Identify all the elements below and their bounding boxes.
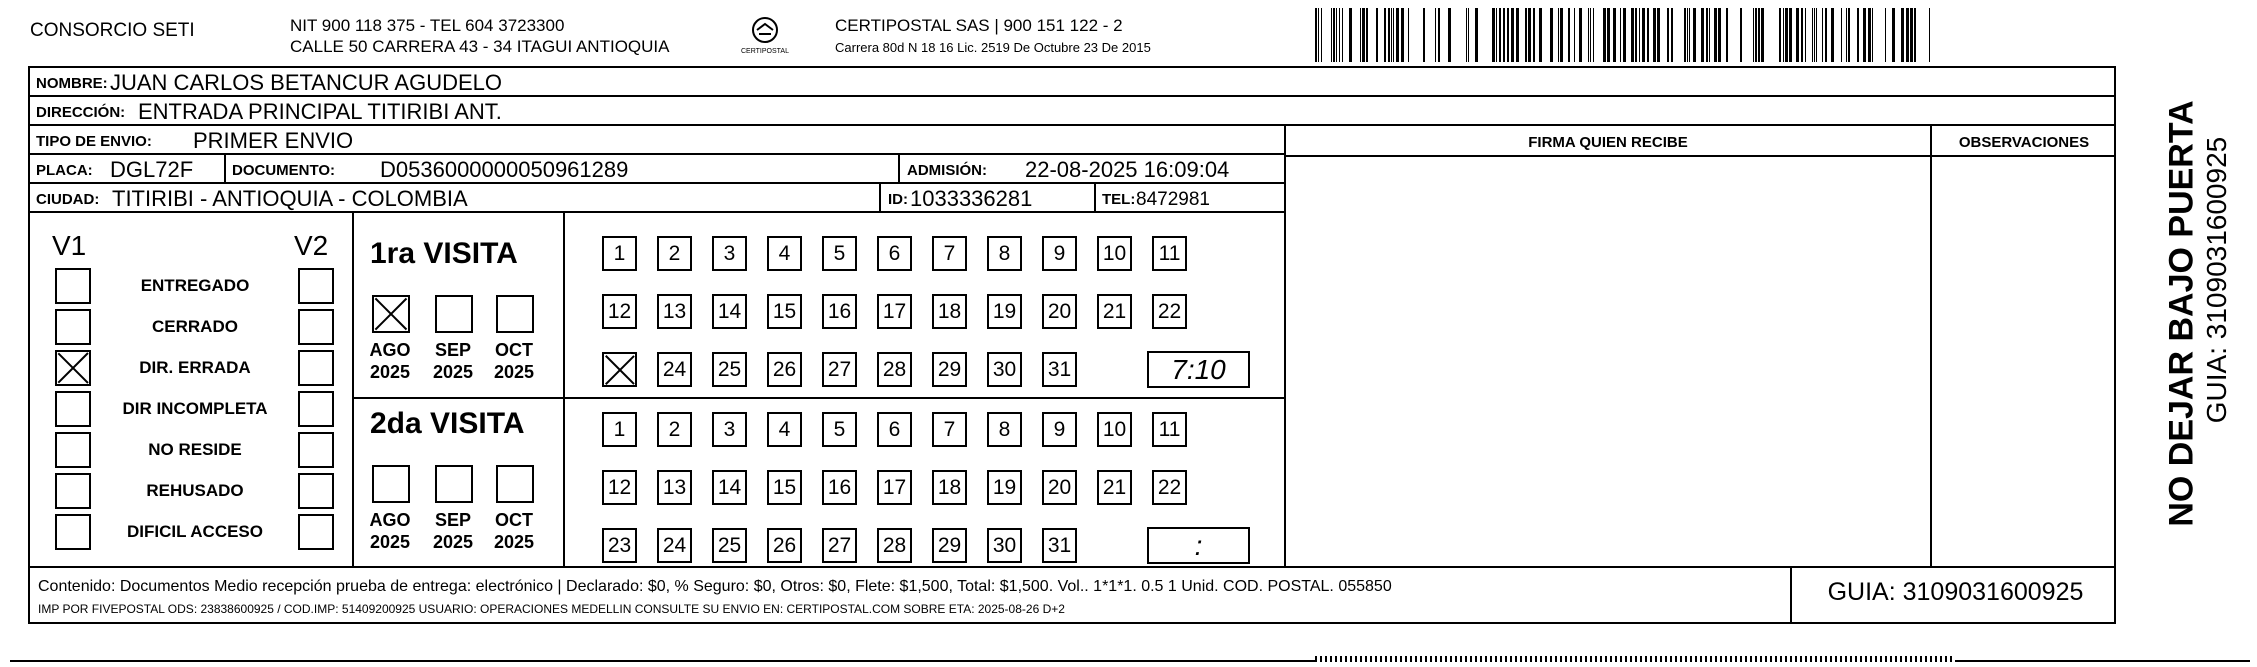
- visit2-day-box[interactable]: 12: [602, 470, 637, 505]
- visit1-day-box[interactable]: 16: [822, 294, 857, 329]
- ciudad-value: TITIRIBI - ANTIOQUIA - COLOMBIA: [112, 186, 468, 211]
- visit2-day-box[interactable]: 2: [657, 412, 692, 447]
- visit1-day-box[interactable]: 18: [932, 294, 967, 329]
- visit1-month-checkbox[interactable]: [496, 295, 534, 333]
- visit2-day-box[interactable]: 3: [712, 412, 747, 447]
- visit2-month-checkbox[interactable]: [372, 465, 410, 503]
- month-year: 2025: [432, 532, 474, 552]
- divider: [1094, 184, 1096, 211]
- visit2-day-box[interactable]: 23: [602, 528, 637, 563]
- observaciones-label: OBSERVACIONES: [1958, 134, 2090, 151]
- visit1-day-box[interactable]: 20: [1042, 294, 1077, 329]
- visit2-day-box[interactable]: 11: [1152, 412, 1187, 447]
- v1-status-checkbox[interactable]: [55, 473, 91, 509]
- month-name: AGO: [369, 340, 411, 360]
- v2-status-checkbox[interactable]: [298, 514, 334, 550]
- v2-status-checkbox[interactable]: [298, 432, 334, 468]
- month-name: OCT: [495, 510, 533, 530]
- visit2-day-box[interactable]: 5: [822, 412, 857, 447]
- month-year: 2025: [369, 362, 411, 382]
- visit1-month-label: [484, 339, 544, 383]
- documento-label: DOCUMENTO:: [232, 162, 336, 179]
- visit1-month-checkbox[interactable]: [435, 295, 473, 333]
- visit1-day-box[interactable]: 15: [767, 294, 802, 329]
- company-name: CONSORCIO SETI: [30, 20, 195, 41]
- v1-status-checkbox[interactable]: [55, 391, 91, 427]
- certipostal-line: CERTIPOSTAL SAS | 900 151 122 - 2: [835, 16, 1123, 35]
- status-label: NO RESIDE: [148, 440, 242, 459]
- visit1-day-box[interactable]: 3: [712, 236, 747, 271]
- side-guia: GUIA: 3109031600925: [2201, 136, 2232, 424]
- month-name: OCT: [495, 340, 533, 360]
- visit1-day-box[interactable]: 30: [987, 352, 1022, 387]
- visit1-day-box[interactable]: 31: [1042, 352, 1077, 387]
- visit2-day-box[interactable]: 9: [1042, 412, 1077, 447]
- firma-column: [1284, 126, 1286, 566]
- tipo-envio-label: TIPO DE ENVIO:: [36, 133, 152, 150]
- footer-separator: [28, 566, 2116, 568]
- visit1-day-box[interactable]: 10: [1097, 236, 1132, 271]
- visit1-day-box[interactable]: 12: [602, 294, 637, 329]
- visit2-day-box[interactable]: 25: [712, 528, 747, 563]
- visit2-day-box[interactable]: 8: [987, 412, 1022, 447]
- visit2-day-box[interactable]: 24: [657, 528, 692, 563]
- visit1-day-box[interactable]: 21: [1097, 294, 1132, 329]
- certipostal-logo: [738, 14, 792, 60]
- month-name: SEP: [434, 340, 472, 360]
- status-label: DIR. ERRADA: [139, 358, 251, 377]
- nombre-label: NOMBRE:: [36, 75, 108, 92]
- placa-row: [30, 155, 1285, 184]
- visit1-day-box[interactable]: 9: [1042, 236, 1077, 271]
- barcode: [1315, 8, 1935, 62]
- visit1-day-box[interactable]: 26: [767, 352, 802, 387]
- visit2-day-box[interactable]: 13: [657, 470, 692, 505]
- visits-section-divider: [563, 213, 565, 566]
- v1-status-checkbox[interactable]: [55, 350, 91, 386]
- address-line: CALLE 50 CARRERA 43 - 34 ITAGUI ANTIOQUIA: [290, 37, 670, 56]
- v2-status-checkbox[interactable]: [298, 309, 334, 345]
- visit2-day-box[interactable]: 29: [932, 528, 967, 563]
- visit1-day-box[interactable]: 7: [932, 236, 967, 271]
- visit1-day-box[interactable]: 11: [1152, 236, 1187, 271]
- visit2-day-box[interactable]: 17: [877, 470, 912, 505]
- visit2-month-checkbox[interactable]: [496, 465, 534, 503]
- visit2-day-box[interactable]: 21: [1097, 470, 1132, 505]
- direccion-value: ENTRADA PRINCIPAL TITIRIBI ANT.: [138, 99, 502, 124]
- nombre-value: JUAN CARLOS BETANCUR AGUDELO: [110, 70, 503, 95]
- visit1-day-box[interactable]: 28: [877, 352, 912, 387]
- visit1-day-box[interactable]: 17: [877, 294, 912, 329]
- direccion-label: DIRECCIÓN:: [36, 104, 126, 121]
- visit1-day-box[interactable]: 8: [987, 236, 1022, 271]
- visit2-day-box[interactable]: 16: [822, 470, 857, 505]
- status-label: REHUSADO: [146, 481, 244, 500]
- visit2-month-label: [423, 509, 483, 553]
- visit1-month-checkbox[interactable]: [372, 295, 410, 333]
- tel-value: 8472981: [1136, 189, 1210, 210]
- v2-status-checkbox[interactable]: [298, 268, 334, 304]
- visit1-day-box[interactable]: 13: [657, 294, 692, 329]
- license-line: Carrera 80d N 18 16 Lic. 2519 De Octubre 23 De 2015: [835, 40, 1151, 55]
- visit2-day-box[interactable]: 4: [767, 412, 802, 447]
- visit-separator: [352, 397, 1284, 399]
- visit1-day-box[interactable]: 6: [877, 236, 912, 271]
- v2-status-checkbox[interactable]: [298, 350, 334, 386]
- status-label: CERRADO: [152, 317, 238, 336]
- v2-status-checkbox[interactable]: [298, 473, 334, 509]
- visit2-title: 2da VISITA: [370, 407, 525, 440]
- visit1-day-box[interactable]: 24: [657, 352, 692, 387]
- visit1-day-box[interactable]: 1: [602, 236, 637, 271]
- id-label: ID:: [888, 191, 908, 208]
- visit1-day-box[interactable]: [602, 352, 637, 387]
- visit1-title: 1ra VISITA: [370, 237, 518, 270]
- visit2-day-box[interactable]: 30: [987, 528, 1022, 563]
- nombre-row: [30, 68, 2116, 97]
- status-label: DIFICIL ACCESO: [126, 522, 263, 541]
- no-dejar-bajo-puerta: NO DEJAR BAJO PUERTA: [2162, 100, 2201, 527]
- v1-status-checkbox[interactable]: [55, 309, 91, 345]
- placa-value: DGL72F: [110, 157, 194, 182]
- ciudad-label: CIUDAD:: [36, 191, 100, 208]
- firma-header-line: [1284, 155, 2116, 157]
- visit2-day-box[interactable]: 19: [987, 470, 1022, 505]
- footer-guia-divider: [1790, 566, 1792, 624]
- direccion-row: [30, 97, 2116, 126]
- admision-label: ADMISIÓN:: [907, 162, 987, 179]
- imp-line: IMP POR FIVEPOSTAL ODS: 23838600925 / COD.IMP: 51409200925 USUARIO: OPERACIONES MEDELLIN CONSULTE SU ENVIO EN: CERTIPOSTAL.COM SOBRE ETA: 2025-08-26 D+2: [38, 602, 1065, 616]
- side-text-container: [2122, 94, 2242, 534]
- v1-status-checkbox[interactable]: [55, 514, 91, 550]
- divider: [898, 155, 900, 182]
- nit-line: NIT 900 118 375 - TEL 604 3723300: [290, 16, 565, 35]
- tipo-envio-value: PRIMER ENVIO: [193, 128, 354, 153]
- visit1-day-box[interactable]: 25: [712, 352, 747, 387]
- visit2-day-box[interactable]: 20: [1042, 470, 1077, 505]
- visit2-time-box[interactable]: :: [1147, 527, 1250, 564]
- v1-status-checkbox[interactable]: [55, 268, 91, 304]
- month-year: 2025: [493, 362, 535, 382]
- visit1-day-box[interactable]: 22: [1152, 294, 1187, 329]
- visit2-day-box[interactable]: 22: [1152, 470, 1187, 505]
- bottom-barcode-fragment: [1315, 656, 1955, 662]
- visit1-day-box[interactable]: 14: [712, 294, 747, 329]
- visit2-day-box[interactable]: 18: [932, 470, 967, 505]
- status-label: DIR INCOMPLETA: [122, 399, 268, 418]
- visit1-day-box[interactable]: 19: [987, 294, 1022, 329]
- tipo-envio-row: [30, 126, 1285, 155]
- placa-label: PLACA:: [36, 162, 93, 179]
- visit1-day-box[interactable]: 4: [767, 236, 802, 271]
- visit2-day-box[interactable]: 10: [1097, 412, 1132, 447]
- visit2-day-box[interactable]: 7: [932, 412, 967, 447]
- documento-value: D0536000000050961289: [380, 157, 629, 182]
- month-name: AGO: [369, 510, 411, 530]
- status-label: ENTREGADO: [140, 276, 250, 295]
- v2-label: V2: [294, 230, 329, 261]
- visit1-day-box[interactable]: 5: [822, 236, 857, 271]
- visit2-day-box[interactable]: 26: [767, 528, 802, 563]
- visit2-day-box[interactable]: 14: [712, 470, 747, 505]
- v2-status-checkbox[interactable]: [298, 391, 334, 427]
- visit2-month-label: [484, 509, 544, 553]
- id-value: 1033336281: [910, 186, 1033, 211]
- footer-guia: GUIA: 3109031600925: [1827, 578, 2084, 606]
- v1-status-checkbox[interactable]: [55, 432, 91, 468]
- visit2-day-box[interactable]: 6: [877, 412, 912, 447]
- month-name: SEP: [434, 510, 472, 530]
- visit2-month-label: [360, 509, 420, 553]
- visit1-day-box[interactable]: 27: [822, 352, 857, 387]
- v1-label: V1: [52, 230, 87, 261]
- status-section-divider: [352, 213, 354, 566]
- logo-text: CERTIPOSTAL: [741, 48, 789, 55]
- divider: [879, 184, 881, 211]
- visit1-day-box[interactable]: 2: [657, 236, 692, 271]
- month-year: 2025: [369, 532, 411, 552]
- visit2-day-box[interactable]: 27: [822, 528, 857, 563]
- visit2-day-box[interactable]: 31: [1042, 528, 1077, 563]
- visit1-day-box[interactable]: 29: [932, 352, 967, 387]
- divider: [224, 155, 226, 182]
- visit2-day-box[interactable]: 15: [767, 470, 802, 505]
- month-year: 2025: [432, 362, 474, 382]
- observaciones-column: [1930, 126, 1932, 566]
- visit2-day-box[interactable]: 1: [602, 412, 637, 447]
- admision-value: 22-08-2025 16:09:04: [1025, 157, 1230, 182]
- visit1-time-box[interactable]: 7:10: [1147, 351, 1250, 388]
- contenido-line: Contenido: Documentos Medio recepción prueba de entrega: electrónico | Declarado: $0, % Seguro: $0, Otros: $0, Flete: $1,500, Total: $1,500. Vol.. 1*1*1. 0.5 1 Unid. COD. POSTAL. 055850: [38, 578, 1392, 595]
- ciudad-row: [30, 184, 1285, 213]
- visit1-month-label: [423, 339, 483, 383]
- visit2-day-box[interactable]: 28: [877, 528, 912, 563]
- visit2-month-checkbox[interactable]: [435, 465, 473, 503]
- visit1-month-label: [360, 339, 420, 383]
- firma-label: FIRMA QUIEN RECIBE: [1528, 134, 1688, 151]
- tel-label: TEL:: [1102, 191, 1136, 208]
- month-year: 2025: [493, 532, 535, 552]
